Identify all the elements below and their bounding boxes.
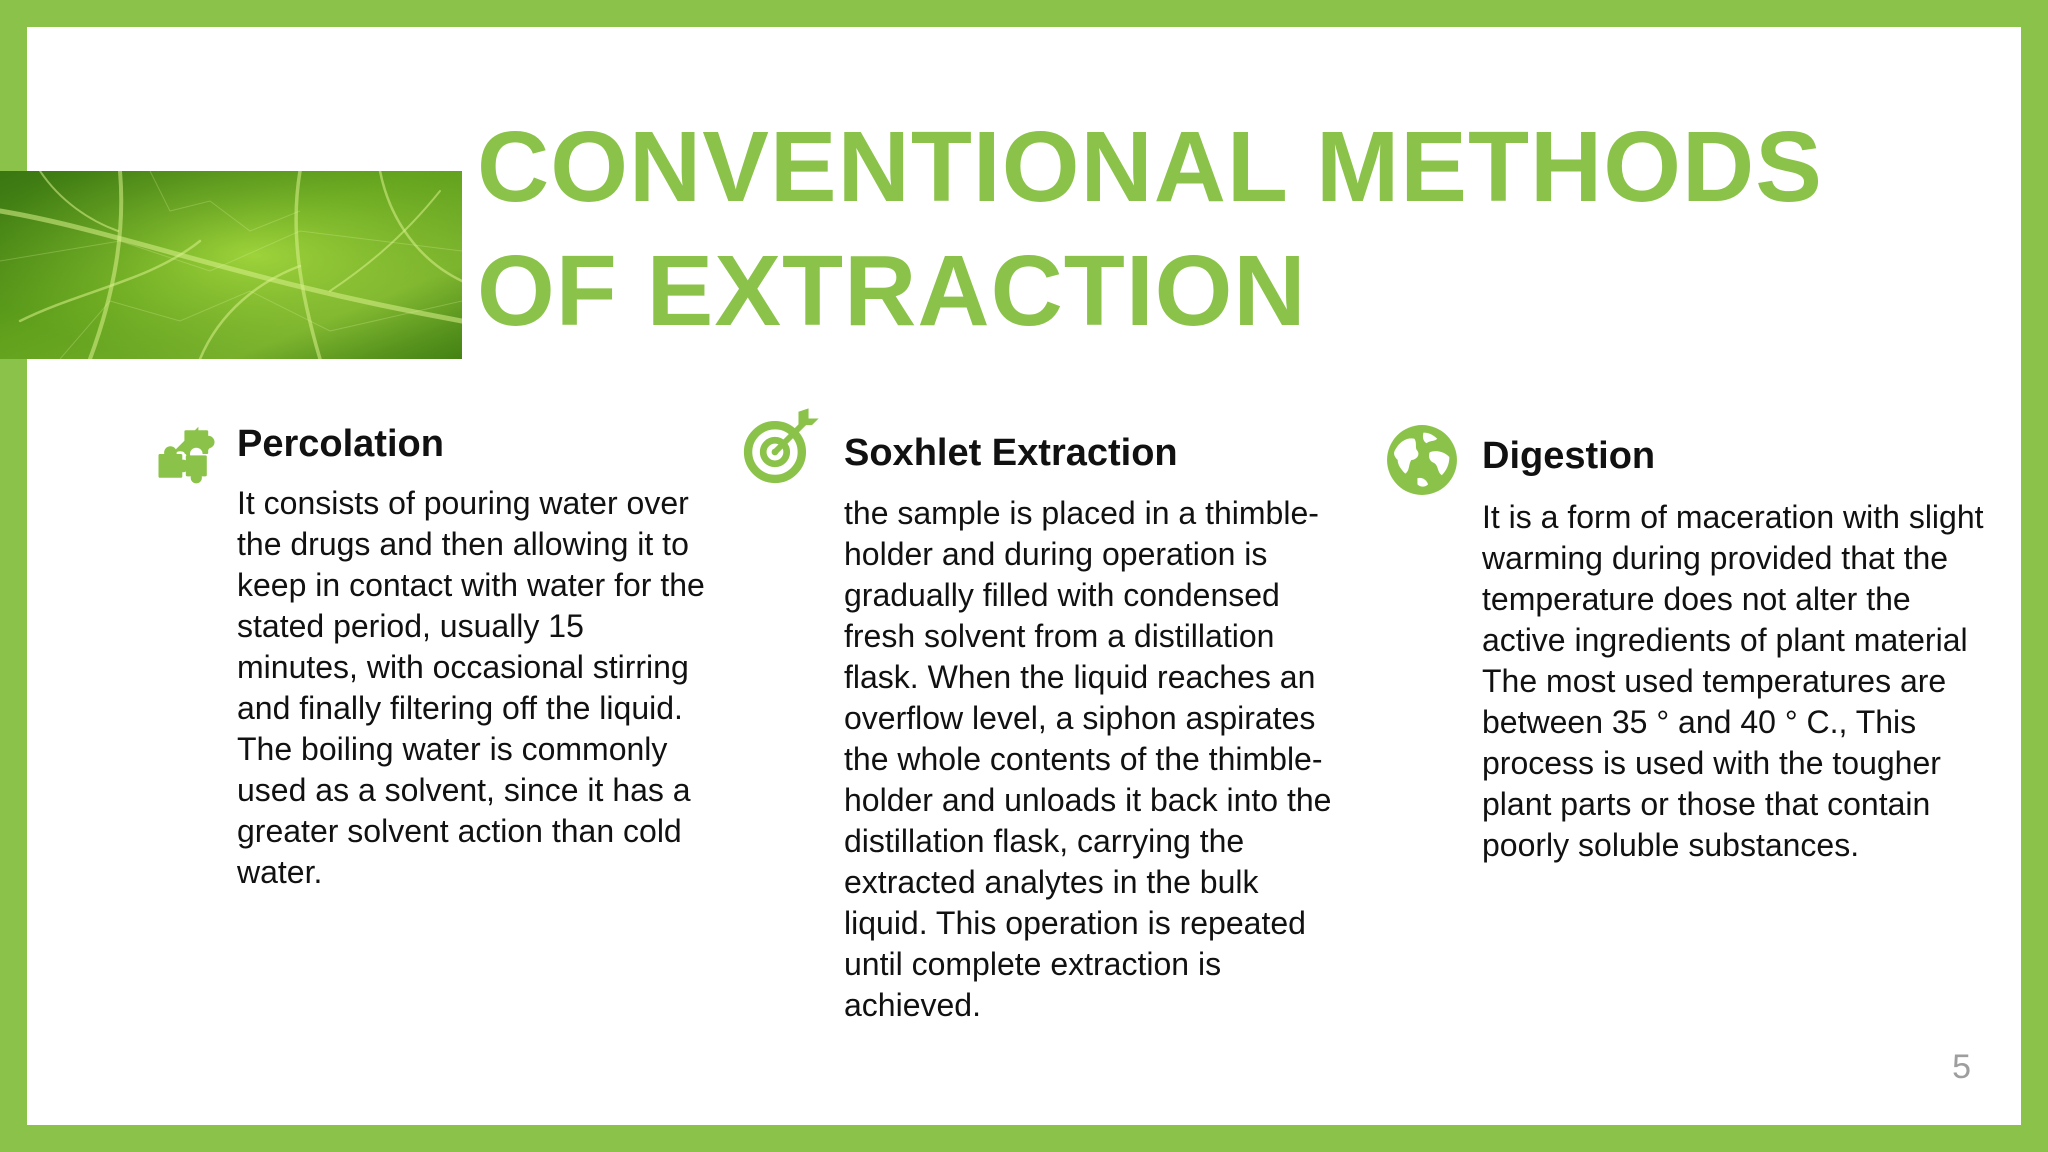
column-body: the sample is placed in a thimble-holder and during operation is gradually filled with condensed fresh solvent from a distillation flask. When the liquid reaches an overflow level, a siphon aspirates the whole contents of the thimble-holder and unloads it back into the distillation flask, carrying the extracted analytes in the bulk liquid. This operation is repeated until complete extraction is achieved. — [844, 495, 1332, 1023]
leaf-image — [0, 171, 462, 359]
page-number: 5 — [1952, 1048, 1971, 1086]
column-heading: Percolation — [237, 423, 444, 465]
slide-title: CONVENTIONAL METHODS OF EXTRACTION — [477, 111, 1823, 347]
globe-icon — [1384, 422, 1460, 498]
slide — [27, 27, 2021, 1125]
column-body: It is a form of maceration with slight warming during provided that the temperature does not alter the active ingredients of plant material The most used temperatures are between 35 ° and 40 ° C., This process is used with the tougher plant parts or those that contain poorly soluble substances. — [1482, 499, 1984, 863]
column-body: It consists of pouring water over the drugs and then allowing it to keep in contact with water for the stated period, usually 15 minutes, with occasional stirring and finally filtering off the liquid. The boiling water is commonly used as a solvent, since it has a greater solvent action than cold water. — [237, 485, 705, 890]
puzzle-piece-icon — [148, 419, 218, 489]
column-heading: Digestion — [1482, 435, 1656, 477]
target-icon — [738, 405, 822, 489]
column-heading: Soxhlet Extraction — [844, 432, 1178, 474]
